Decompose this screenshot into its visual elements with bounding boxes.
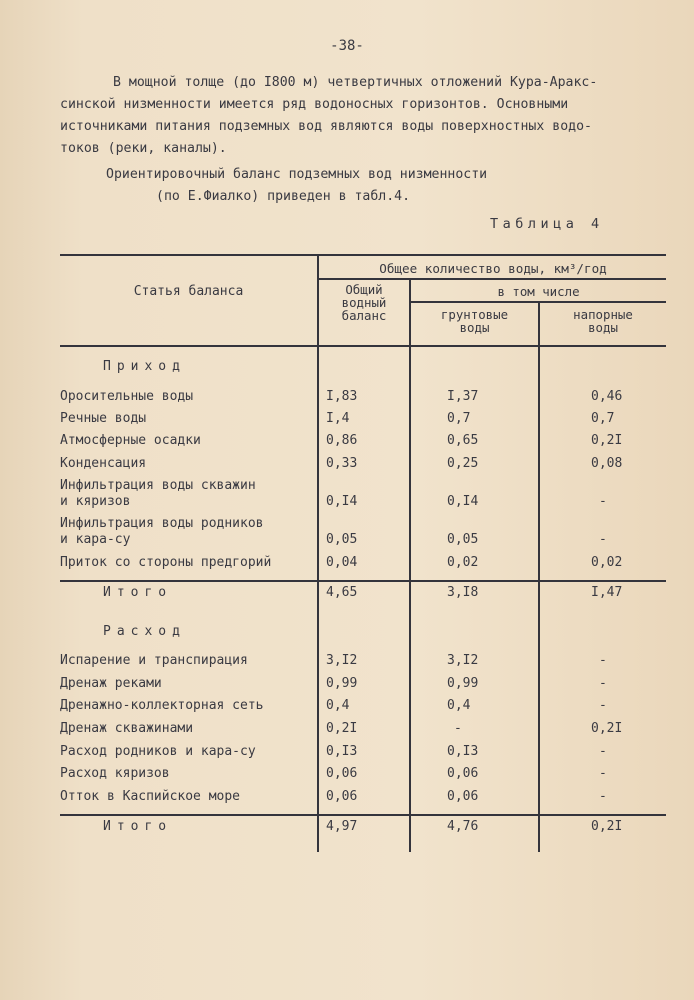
table-row-pressure: -: [599, 532, 607, 547]
expense-subtotal-rule: [60, 814, 666, 816]
table-row-ground: 0,7: [447, 411, 471, 426]
table-row-pressure: 0,2I: [591, 433, 623, 448]
intro-line-3: источниками питания подземных вод являются воды поверхностных водо-: [60, 119, 592, 134]
table-row-item-cont: и кяризов: [60, 494, 131, 509]
table-row-pressure: -: [599, 494, 607, 509]
section-income-label: Приход: [103, 359, 186, 374]
table-row-ground: 0,65: [447, 433, 479, 448]
table-row-pressure: -: [599, 789, 607, 804]
header-total-line-3: баланс: [341, 308, 387, 323]
expense-total-total: 4,97: [326, 819, 358, 834]
table-row-pressure: 0,2I: [591, 721, 623, 736]
table-row-ground: 0,06: [447, 789, 479, 804]
table-row-ground: I,37: [447, 389, 479, 404]
table-row-ground: 0,05: [447, 532, 479, 547]
table-row-ground: 0,99: [447, 676, 479, 691]
expense-total-label: Итого: [103, 819, 173, 834]
intro-line-1: В мощной толще (до I800 м) четвертичных отложений Кура-Аракс-: [113, 75, 598, 90]
table-row-item: Испарение и транспирация: [60, 653, 248, 668]
table-row-item: Отток в Каспийское море: [60, 789, 241, 804]
table-row-pressure: 0,46: [591, 389, 623, 404]
table-row-total: 0,04: [326, 555, 358, 570]
table-row-item: Конденсация: [60, 456, 147, 471]
table-row-total: 0,4: [326, 698, 350, 713]
header-pressure: [540, 308, 666, 334]
table-row-pressure: -: [599, 676, 607, 691]
header-total-line-2: водный: [341, 295, 387, 310]
table-row-total: 0,05: [326, 532, 358, 547]
table-row-pressure: -: [599, 766, 607, 781]
expense-total-pressure: 0,2I: [591, 819, 623, 834]
table-row-total: 0,99: [326, 676, 358, 691]
income-total-total: 4,65: [326, 585, 358, 600]
intro-line-4: токов (реки, каналы).: [60, 141, 227, 156]
header-item: Статья баланса: [133, 284, 244, 299]
header-ground-line-1: грунтовые: [440, 307, 509, 322]
table-row-item: Расход родников и кара-су: [60, 744, 256, 759]
balance-intro-line-1: Ориентировочный баланс подземных вод низменности: [106, 167, 488, 182]
group-header-rule: [318, 278, 666, 280]
table-top-rule: [60, 254, 666, 256]
table-row-ground: 0,02: [447, 555, 479, 570]
expense-total-ground: 4,76: [447, 819, 479, 834]
table-row-item: Речные воды: [60, 411, 147, 426]
income-total-pressure: I,47: [591, 585, 623, 600]
table-row-item: Дренаж скважинами: [60, 721, 194, 736]
table-row-ground: 3,I2: [447, 653, 479, 668]
table-row-pressure: -: [599, 698, 607, 713]
table-row-ground: 0,I4: [447, 494, 479, 509]
table-row-total: 0,06: [326, 789, 358, 804]
table-row-item: Инфильтрация воды скважин: [60, 478, 256, 493]
table-row-pressure: 0,7: [591, 411, 615, 426]
table-row-item: Приток со стороны предгорий: [60, 555, 272, 570]
header-total: [319, 283, 409, 322]
table-row-total: 0,I3: [326, 744, 358, 759]
table-row-total: 0,2I: [326, 721, 358, 736]
table-row-ground: 0,I3: [447, 744, 479, 759]
table-row-item: Оросительные воды: [60, 389, 194, 404]
table-row-total: I,83: [326, 389, 358, 404]
table-row-pressure: -: [599, 744, 607, 759]
table-row-pressure: 0,08: [591, 456, 623, 471]
header-pressure-line-1: напорные: [573, 307, 633, 322]
header-ground: [411, 308, 538, 334]
table-row-total: 0,I4: [326, 494, 358, 509]
page-number: -38-: [330, 38, 364, 54]
col-divider-3: [538, 301, 540, 852]
balance-intro-line-2: (по Е.Фиалко) приведен в табл.4.: [156, 189, 411, 204]
table-row-ground: -: [454, 721, 462, 736]
header-bottom-rule: [60, 345, 666, 347]
table-row-total: 0,86: [326, 433, 358, 448]
income-total-ground: 3,I8: [447, 585, 479, 600]
table-row-total: 3,I2: [326, 653, 358, 668]
table-row-item: Расход кяризов: [60, 766, 170, 781]
header-pressure-line-2: воды: [588, 320, 618, 335]
table-row-ground: 0,25: [447, 456, 479, 471]
intro-line-2: синской низменности имеется ряд водоносных горизонтов. Основными: [60, 97, 569, 112]
table-row-total: I,4: [326, 411, 350, 426]
income-total-label: Итого: [103, 585, 173, 600]
table-row-total: 0,33: [326, 456, 358, 471]
table-row-pressure: -: [599, 653, 607, 668]
table-row-pressure: 0,02: [591, 555, 623, 570]
table-row-ground: 0,4: [447, 698, 471, 713]
table-row-item: Дренажно-коллекторная сеть: [60, 698, 264, 713]
income-subtotal-rule: [60, 580, 666, 582]
header-ground-line-2: воды: [459, 320, 490, 335]
table-row-item: Инфильтрация воды родников: [60, 516, 264, 531]
table-row-item: Атмосферные осадки: [60, 433, 201, 448]
table-row-item: Дренаж реками: [60, 676, 162, 691]
section-expense-label: Расход: [103, 624, 186, 639]
header-group: Общее количество воды, км³/год: [379, 261, 607, 276]
col-divider-1: [317, 254, 319, 852]
header-total-line-1: Общий: [345, 282, 383, 297]
table-title: Таблица 4: [490, 216, 604, 232]
table-row-total: 0,06: [326, 766, 358, 781]
col-divider-2: [409, 278, 411, 852]
table-row-item-cont: и кара-су: [60, 532, 131, 547]
header-including: в том числе: [497, 284, 580, 299]
table-row-ground: 0,06: [447, 766, 479, 781]
